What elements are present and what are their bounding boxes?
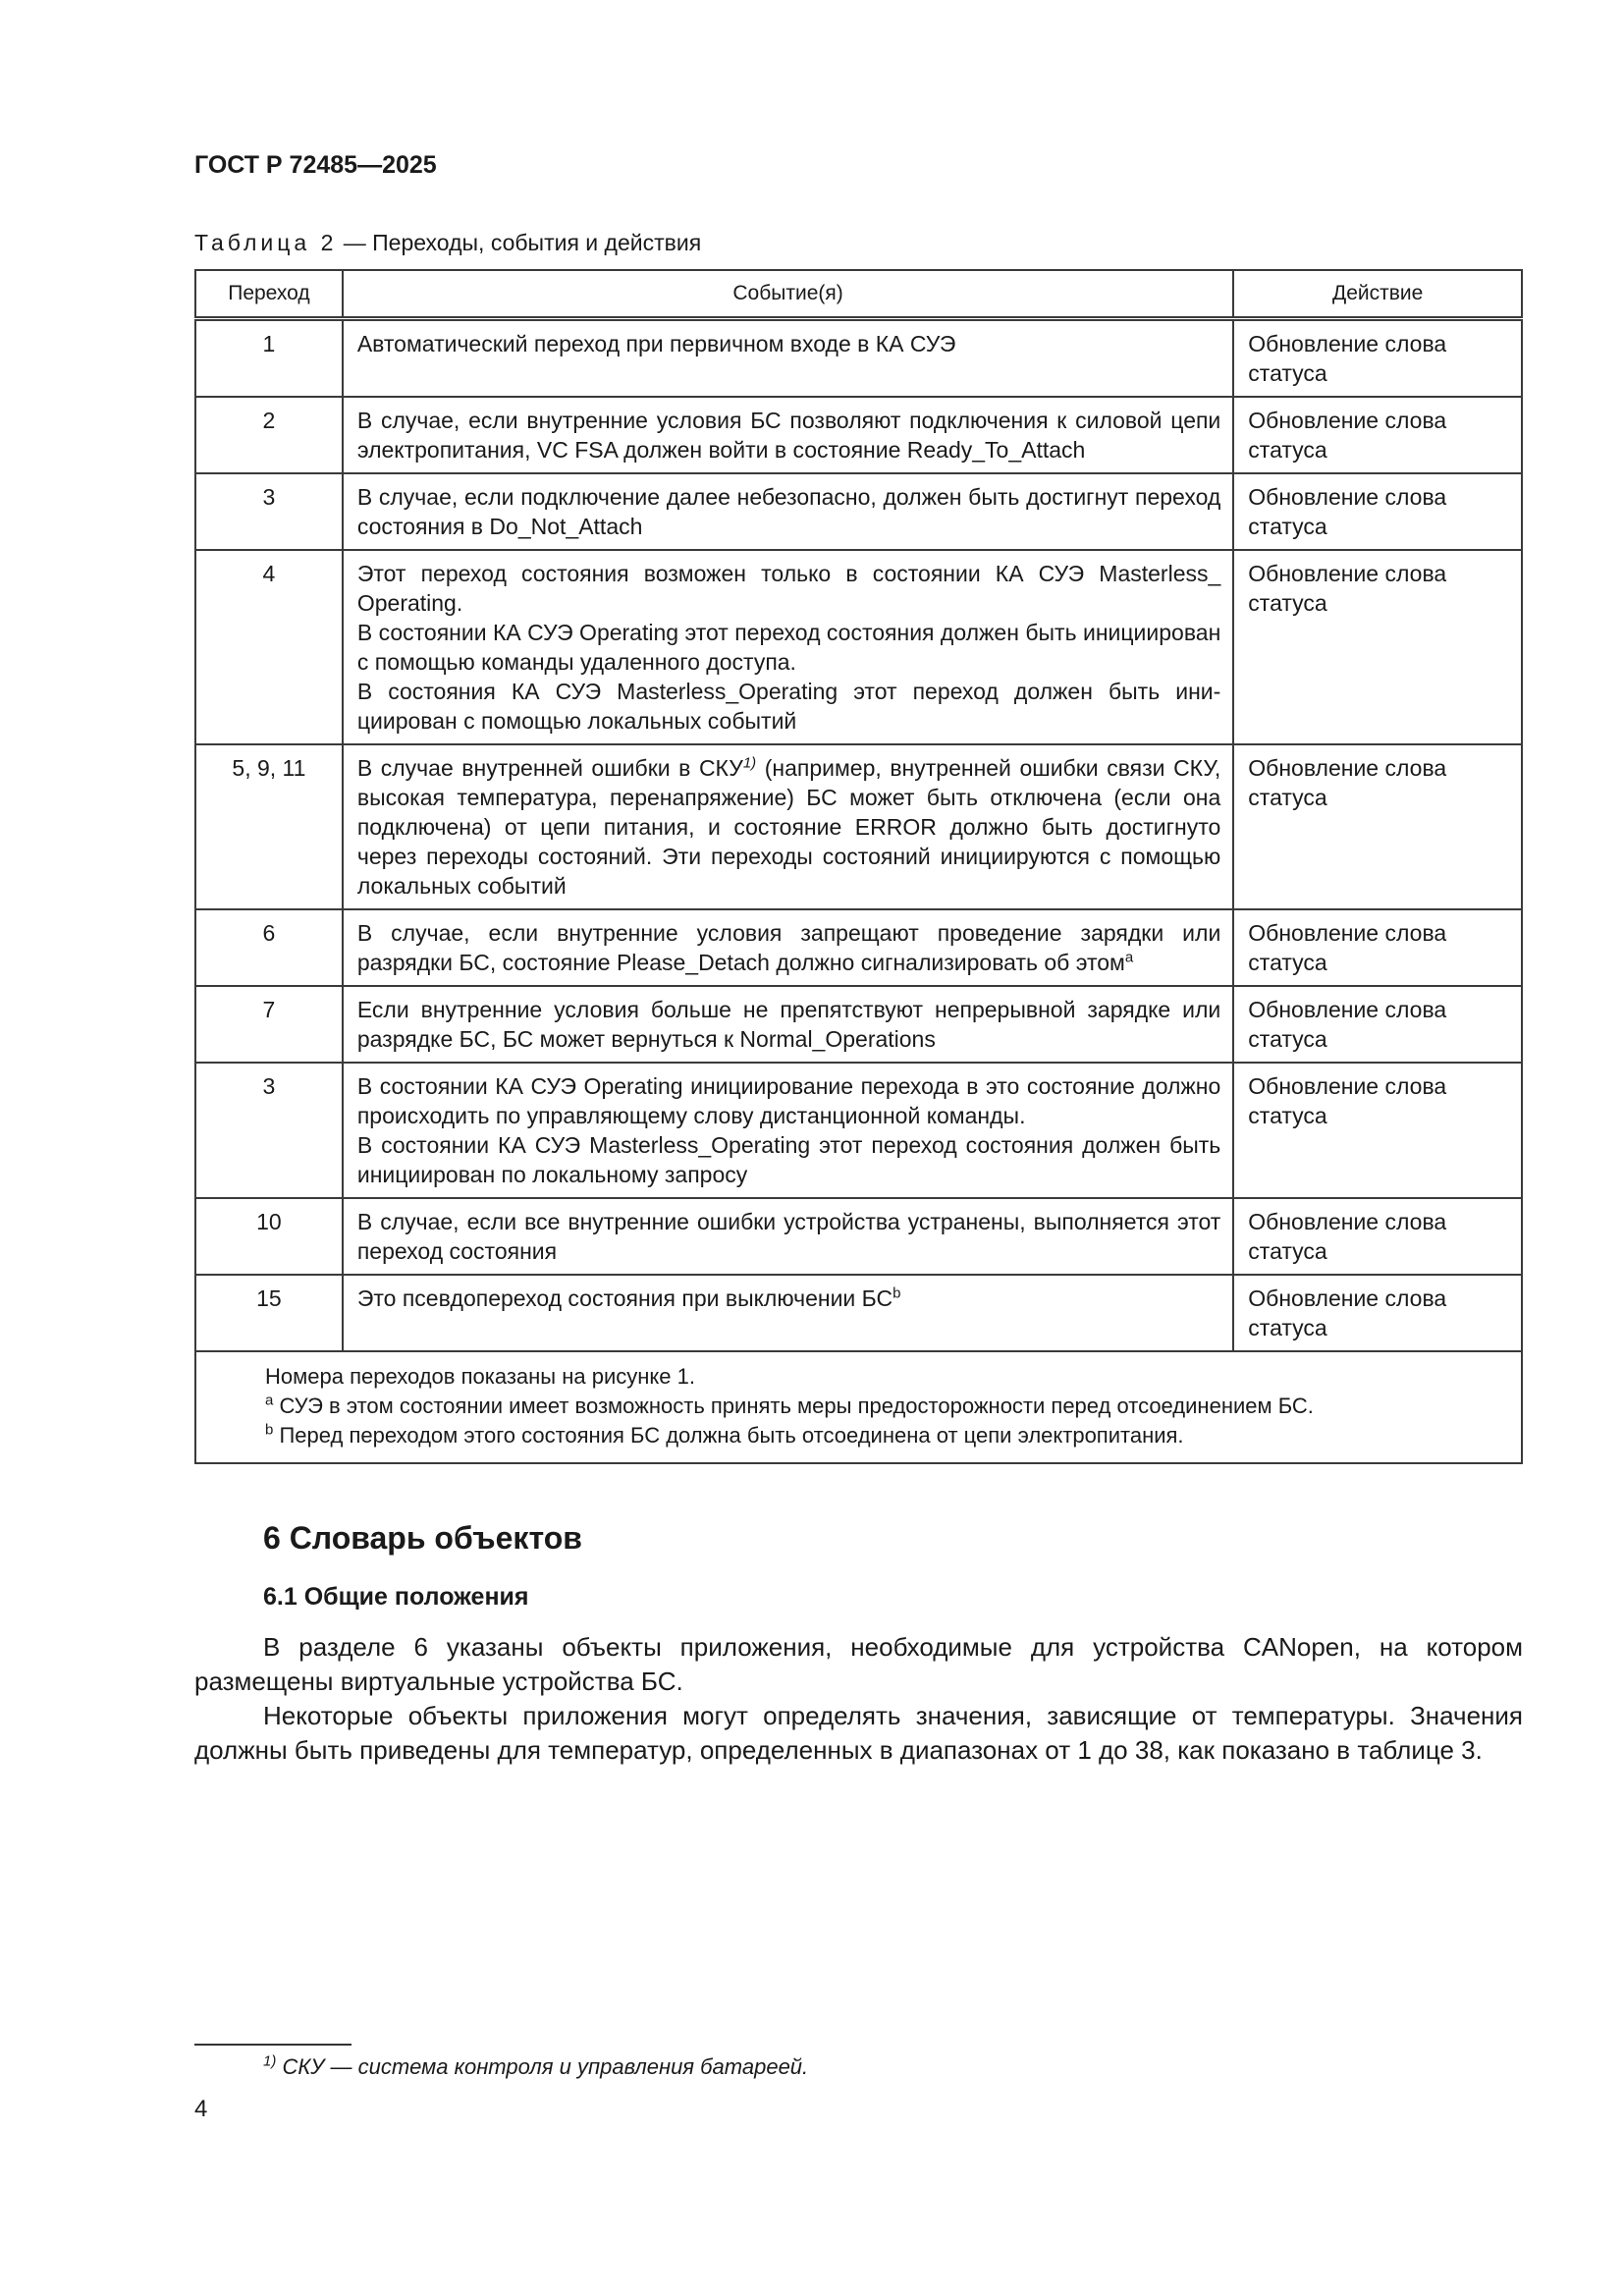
action-cell: Обновление слова статуса [1233, 986, 1522, 1063]
event-cell [343, 1275, 1233, 1351]
note-a-mark: a [265, 1392, 274, 1409]
table-row [195, 1198, 1522, 1275]
event-text: В случае внутренней ошибки в СКУ [356, 755, 743, 781]
document-header: ГОСТ Р 72485—2025 [194, 151, 437, 179]
paragraph: В разделе 6 указаны объекты приложения, необходимые для устройства CANopen, на котором размещены виртуальные устройства БС. [194, 1632, 1523, 1696]
transition-cell: 3 [195, 473, 343, 550]
action-cell: Обновление слова статуса [1233, 909, 1522, 986]
event-cell [343, 550, 1233, 744]
table-row [195, 744, 1522, 909]
paragraph: Некоторые объекты приложения могут определять значения, зависящие от температуры. Значения должны быть приведены для температур, определенных в диапазонах от 1 до 38, как показано в таблице 3. [194, 1701, 1523, 1765]
transition-cell: 5, 9, 11 [195, 744, 343, 909]
transition-cell: 2 [195, 397, 343, 473]
transition-cell: 3 [195, 1063, 343, 1198]
table-row [195, 909, 1522, 986]
table-notes [195, 1351, 1522, 1463]
event-cell [343, 744, 1233, 909]
table-row [195, 1063, 1522, 1198]
section-title: 6 Словарь объектов [263, 1520, 582, 1556]
table-row [195, 473, 1522, 550]
event-text: (например, внутренней ошибки связи СКУ, высокая температура, перенапряжение) БС может быть отключена (если она подключена) от цепи питания, и состояние ERROR должно быть достигнуто через переходы состояний. Эти переходы состояний инициируются с помощью локальных событий [356, 755, 1221, 899]
event-cell: Автоматический переход при первичном входе в КА СУЭ [343, 319, 1233, 398]
table-header-row [195, 270, 1522, 319]
action-cell: Обновление слова статуса [1233, 1063, 1522, 1198]
note-a-text: СУЭ в этом состоянии имеет возможность принять меры предосторожности перед отсоединением БС. [273, 1394, 1314, 1418]
event-line: В состоянии КА СУЭ Operating этот переход состояния должен быть инициирован с помощью команды удаленного доступа. [356, 620, 1221, 675]
action-cell: Обновление слова статуса [1233, 744, 1522, 909]
note-b [265, 1421, 1507, 1450]
subsection-title: 6.1 Общие положения [263, 1583, 529, 1611]
transition-cell: 4 [195, 550, 343, 744]
table-row [195, 1275, 1522, 1351]
action-cell: Обновление слова статуса [1233, 473, 1522, 550]
event-line: В состояния КА СУЭ Masterless_Operating этот переход должен быть инициирован с помощью локальных событий [356, 679, 1221, 734]
event-cell [343, 1063, 1233, 1198]
transition-cell: 15 [195, 1275, 343, 1351]
transitions-table [194, 269, 1523, 1464]
note-line: Номера переходов показаны на рисунке 1. [265, 1364, 695, 1389]
table-row [195, 319, 1522, 398]
action-cell: Обновление слова статуса [1233, 550, 1522, 744]
transition-cell: 10 [195, 1198, 343, 1275]
event-cell: Если внутренние условия больше не препятствуют непрерывной зарядке или разрядке БС, БС может вернуться к Normal_Operations [343, 986, 1233, 1063]
action-cell: Обновление слова статуса [1233, 1198, 1522, 1275]
table-notes-row [195, 1351, 1522, 1463]
footnote-text: СКУ — система контроля и управления батареей. [276, 2054, 809, 2079]
event-text: Это псевдопереход состояния при выключении БС [356, 1285, 893, 1311]
table-caption [194, 230, 701, 256]
event-text: В случае, если внутренние условия запрещают проведение зарядки или разрядки БС, состояние Please_Detach должно сигнализировать об этом [356, 920, 1221, 975]
table-row [195, 397, 1522, 473]
transition-cell: 6 [195, 909, 343, 986]
action-cell: Обновление слова статуса [1233, 319, 1522, 398]
table-caption-label: Таблица 2 [194, 230, 338, 255]
note-b-text: Перед переходом этого состояния БС должна быть отсоединена от цепи электропитания. [273, 1423, 1184, 1448]
footnote-mark: 1) [263, 2052, 277, 2070]
column-header-events: Событие(я) [343, 270, 1233, 319]
page-number: 4 [194, 2096, 208, 2122]
event-cell [343, 909, 1233, 986]
event-cell: В случае, если внутренние условия БС позволяют подключения к силовой цепи электропитания, VC FSA должен войти в состояние Ready_To_Attach [343, 397, 1233, 473]
footnote-ref: 1) [742, 754, 757, 772]
table-row [195, 550, 1522, 744]
note-ref: b [893, 1285, 901, 1302]
event-line: В состоянии КА СУЭ Masterless_Operating этот переход состояния должен быть инициирован по локальному запросу [356, 1132, 1221, 1187]
action-cell: Обновление слова статуса [1233, 1275, 1522, 1351]
footnote-separator [194, 2044, 352, 2046]
transition-cell: 7 [195, 986, 343, 1063]
note-ref: a [1124, 949, 1134, 966]
note-a [265, 1392, 1507, 1421]
event-line: Этот переход состояния возможен только в состоянии КА СУЭ Masterless_ Operating. [356, 561, 1221, 616]
footnote [263, 2054, 808, 2080]
transition-cell: 1 [195, 319, 343, 398]
event-line: В состоянии КА СУЭ Operating инициирование перехода в это состояние должно происходить по управляющему слову дистанционной команды. [356, 1073, 1221, 1128]
table-caption-title: — Переходы, события и действия [343, 230, 702, 255]
column-header-transition: Переход [195, 270, 343, 319]
table-row [195, 986, 1522, 1063]
column-header-action: Действие [1233, 270, 1522, 319]
note-b-mark: b [265, 1421, 274, 1439]
event-cell: В случае, если все внутренние ошибки устройства устранены, выполняется этот переход состояния [343, 1198, 1233, 1275]
action-cell: Обновление слова статуса [1233, 397, 1522, 473]
event-cell: В случае, если подключение далее небезопасно, должен быть достигнут переход состояния в Do_Not_Attach [343, 473, 1233, 550]
